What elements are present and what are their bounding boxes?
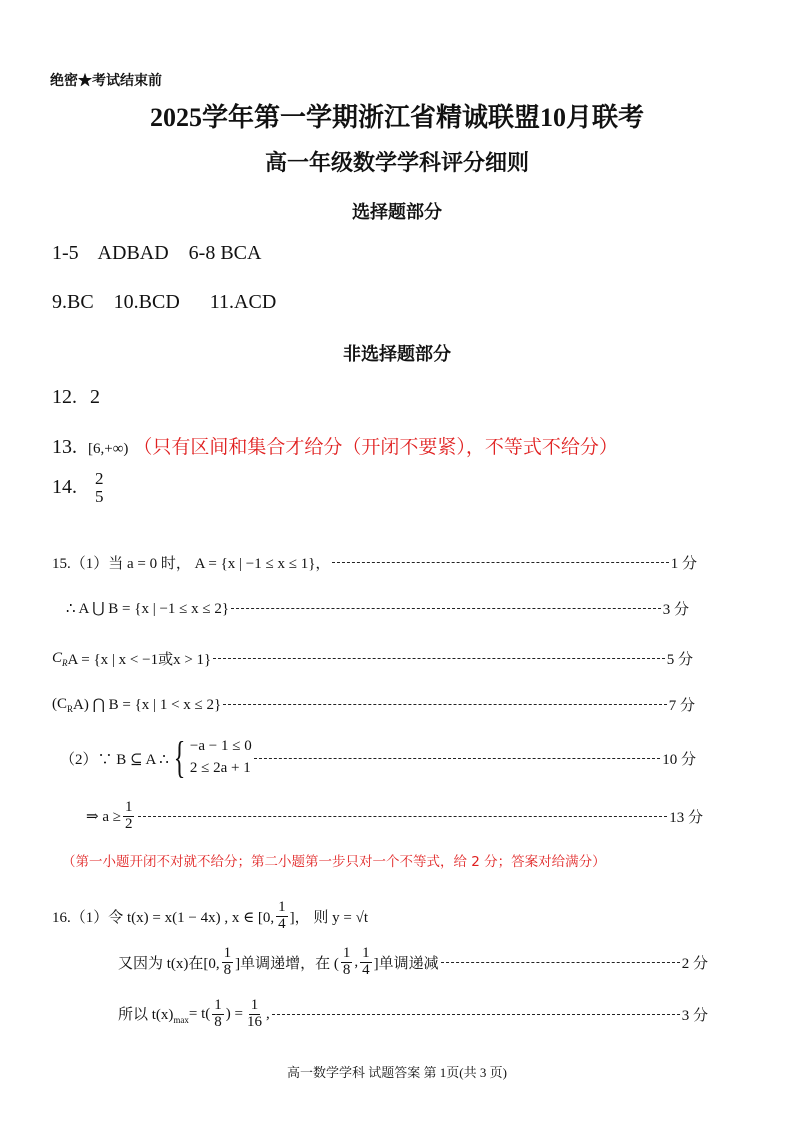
q15-line-4-rest: A) ⋂ B = {x | 1 < x ≤ 2} — [73, 697, 222, 713]
max-subscript: max — [173, 1015, 189, 1026]
q16-line-3-part-1: 所以 t(x) — [118, 1007, 174, 1024]
q16-line-3-part-2: = t( — [188, 1005, 211, 1022]
fraction-numerator: 1 — [223, 945, 232, 961]
q15-line-6-text: ⇒ a ≥ — [86, 808, 121, 825]
q15-line-3-sub: R — [62, 657, 68, 668]
q15-grading-note: （第一小题开闭不对就不给分；第二小题第一步只对一个不等式，给 2 分；答案对给满分） — [62, 854, 606, 870]
left-brace-icon: { — [173, 733, 186, 782]
q12-row — [52, 386, 100, 409]
q15-line-4 — [52, 694, 695, 715]
q16-line-3 — [118, 998, 708, 1031]
q16-line-1-fraction — [276, 900, 288, 933]
q15-line-5-score: 10 分 — [662, 751, 696, 768]
q15-line-3 — [52, 648, 693, 669]
q15-line-4-score: 7 分 — [668, 698, 695, 714]
section-heading-choice: 选择题部分 — [352, 202, 442, 222]
fraction — [341, 946, 353, 979]
q15-line-3-score: 5 分 — [666, 652, 693, 668]
q14-row — [52, 470, 108, 506]
q14-numerator: 2 — [95, 469, 104, 488]
fraction-numerator: 1 — [362, 945, 370, 961]
q15-line-2-text: ∴ A ⋃ B = {x | −1 ≤ x ≤ 2} — [66, 601, 230, 617]
fraction-denominator: 2 — [124, 815, 133, 832]
q13-answer: [6,+∞) — [88, 441, 129, 457]
inequality-row-2: 2 ≤ 2a + 1 — [189, 760, 251, 776]
fraction-numerator: 1 — [278, 899, 286, 915]
q15-line-3-rest: A = {x | x < −1或x > 1} — [67, 652, 212, 668]
page-subtitle: 高一年级数学学科评分细则 — [264, 150, 529, 175]
q16-line-2-score: 2 分 — [681, 955, 708, 972]
q12-number: 12. — [52, 386, 77, 408]
q15-line-4-text: (C — [52, 695, 67, 712]
q16-line-1-prefix: 16.（1）令 t(x) = x(1 − 4x) , x ∈ [0, — [52, 909, 275, 926]
fraction-numerator: 1 — [124, 799, 133, 815]
q16-line-3-score: 3 分 — [681, 1007, 708, 1024]
q12-answer: 2 — [90, 386, 100, 408]
fraction-numerator: 1 — [342, 945, 351, 961]
q15-line-1 — [52, 552, 697, 573]
q13-number: 13. — [52, 436, 77, 458]
inequality-system — [190, 736, 252, 780]
q16-line-2-part-2: ]单调递增，在 ( — [235, 955, 339, 972]
fraction — [222, 946, 234, 979]
confidential-label: 绝密★考试结束前 — [50, 74, 162, 89]
q16-line-1-suffix: ]， 则 y = √t — [289, 909, 369, 926]
q16-line-2-part-3: ]单调递减 — [373, 955, 439, 972]
q16-line-1 — [52, 900, 368, 933]
fraction-denominator: 8 — [214, 1013, 222, 1030]
q14-number: 14. — [52, 476, 77, 499]
q16-line-2 — [118, 946, 708, 979]
fraction — [212, 998, 224, 1031]
q16-line-2-part-1: 又因为 t(x)在[0, — [118, 955, 220, 972]
q13-grading-note: （只有区间和集合才给分（开闭不要紧），不等式不给分） — [133, 436, 618, 458]
choice-answers-line-1: 1-5 ADBAD 6-8 BCA — [52, 242, 262, 264]
q15-line-5-text: （2）∵ B ⊆ A ∴ — [60, 751, 169, 768]
fraction-denominator: 16 — [247, 1013, 263, 1030]
q15-line-6-score: 13 分 — [669, 809, 703, 826]
q15-line-4-sub: R — [67, 703, 74, 714]
fraction-numerator: 1 — [250, 997, 259, 1013]
q15-line-6-fraction — [123, 800, 135, 833]
q15-line-5 — [60, 733, 696, 782]
q16-line-3-part-3: ) = — [225, 1005, 244, 1022]
q14-answer-fraction — [93, 470, 106, 506]
q14-denominator: 5 — [95, 486, 104, 506]
choice-answers-line-2: 9.BC 10.BCD 11.ACD — [52, 291, 277, 313]
fraction-numerator: 1 — [214, 997, 222, 1013]
inequality-row-1: −a − 1 ≤ 0 — [189, 738, 252, 755]
fraction-denominator: 4 — [362, 961, 370, 978]
fraction — [360, 946, 372, 979]
q15-line-2-score: 3 分 — [662, 602, 689, 618]
q15-line-3-text: C — [52, 649, 63, 666]
fraction-denominator: 8 — [223, 961, 232, 978]
q15-line-6 — [86, 800, 703, 833]
q16-line-3-part-4: , — [266, 1005, 270, 1022]
fraction-denominator: 8 — [342, 961, 351, 978]
q13-row — [52, 432, 618, 459]
q15-line-2 — [66, 598, 689, 619]
section-heading-nonchoice: 非选择题部分 — [343, 344, 451, 364]
page-title: 2025学年第一学期浙江省精诚联盟10月联考 — [149, 103, 644, 132]
fraction-denominator: 4 — [278, 915, 286, 932]
comma: , — [354, 953, 359, 970]
fraction — [245, 998, 264, 1031]
page-footer: 高一数学学科 试题答案 第 1页(共 3 页) — [287, 1065, 507, 1080]
q15-line-1-score: 1 分 — [670, 556, 697, 572]
q15-line-1-text: 15.（1）当 a = 0 时， A = {x | −1 ≤ x ≤ 1}， — [52, 556, 331, 572]
